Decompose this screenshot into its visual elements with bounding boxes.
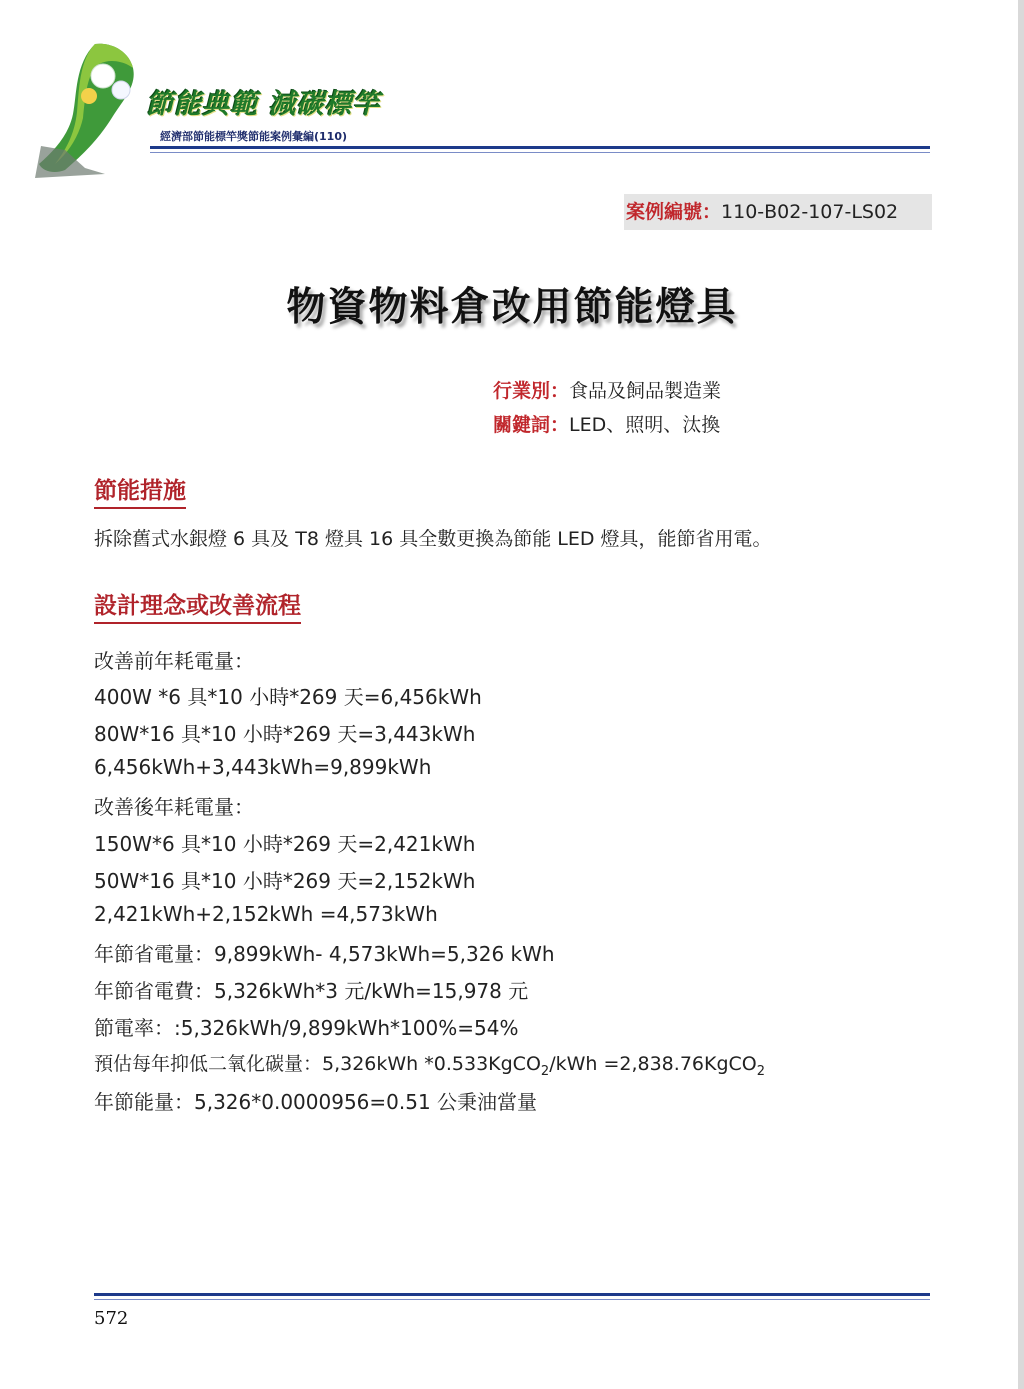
co2-subscript: 2 <box>756 1063 766 1079</box>
page-number: 572 <box>94 1308 129 1329</box>
keywords-value: LED、照明、汰換 <box>569 414 721 436</box>
calc-line: 年節省電量：9,899kWh- 4,573kWh=5,326 kWh <box>94 942 555 966</box>
keywords-label: 關鍵詞： <box>493 414 570 436</box>
calc-line: 年節能量：5,326*0.0000956=0.51 公秉油當量 <box>94 1090 538 1114</box>
industry-label: 行業別： <box>493 380 570 402</box>
industry-value: 食品及飼品製造業 <box>569 380 722 402</box>
case-number-box <box>624 194 932 230</box>
footer-rule <box>94 1293 930 1296</box>
co2-subscript: 2 <box>540 1063 550 1079</box>
calc-line: 節電率：:5,326kWh/9,899kWh*100%=54% <box>94 1016 519 1040</box>
calc-line: 400W *6 具*10 小時*269 天=6,456kWh <box>94 685 482 709</box>
calc-line: 改善後年耗電量： <box>94 795 254 819</box>
co2-text-a: 預估每年抑低二氧化碳量：5,326kWh *0.533KgCO <box>94 1053 541 1075</box>
industry-row <box>493 376 721 403</box>
page-edge <box>1018 0 1024 1389</box>
header-rule-thin <box>150 152 930 153</box>
co2-line <box>94 1049 765 1079</box>
case-number-label: 案例編號： <box>626 201 722 223</box>
header-rule <box>150 146 930 149</box>
calc-line: 150W*6 具*10 小時*269 天=2,421kWh <box>94 832 476 856</box>
case-number-value: 110-B02-107-LS02 <box>721 201 899 223</box>
calc-line: 50W*16 具*10 小時*269 天=2,152kWh <box>94 869 476 893</box>
keywords-row <box>493 410 720 437</box>
measures-text: 拆除舊式水銀燈 6 具及 T8 燈具 16 具全數更換為節能 LED 燈具，能節省用電。 <box>94 528 772 550</box>
calc-line: 2,421kWh+2,152kWh =4,573kWh <box>94 902 438 926</box>
header-subtitle: 經濟部節能標竿獎節能案例彙編(110) <box>160 130 348 143</box>
calc-line: 80W*16 具*10 小時*269 天=3,443kWh <box>94 722 476 746</box>
brand-title: 節能典範 減碳標竿 <box>146 89 381 120</box>
measures-heading: 節能措施 <box>94 472 186 509</box>
calc-line: 改善前年耗電量： <box>94 649 254 673</box>
calc-line: 6,456kWh+3,443kWh=9,899kWh <box>94 755 432 779</box>
taiwan-leaf-logo <box>25 38 165 178</box>
page-title: 物資物料倉改用節能燈具 <box>286 285 738 330</box>
footer-rule-thin <box>94 1299 930 1300</box>
calc-line: 年節省電費：5,326kWh*3 元/kWh=15,978 元 <box>94 979 529 1003</box>
co2-text-b: /kWh =2,838.76KgCO <box>549 1053 757 1075</box>
design-heading: 設計理念或改善流程 <box>94 587 301 624</box>
